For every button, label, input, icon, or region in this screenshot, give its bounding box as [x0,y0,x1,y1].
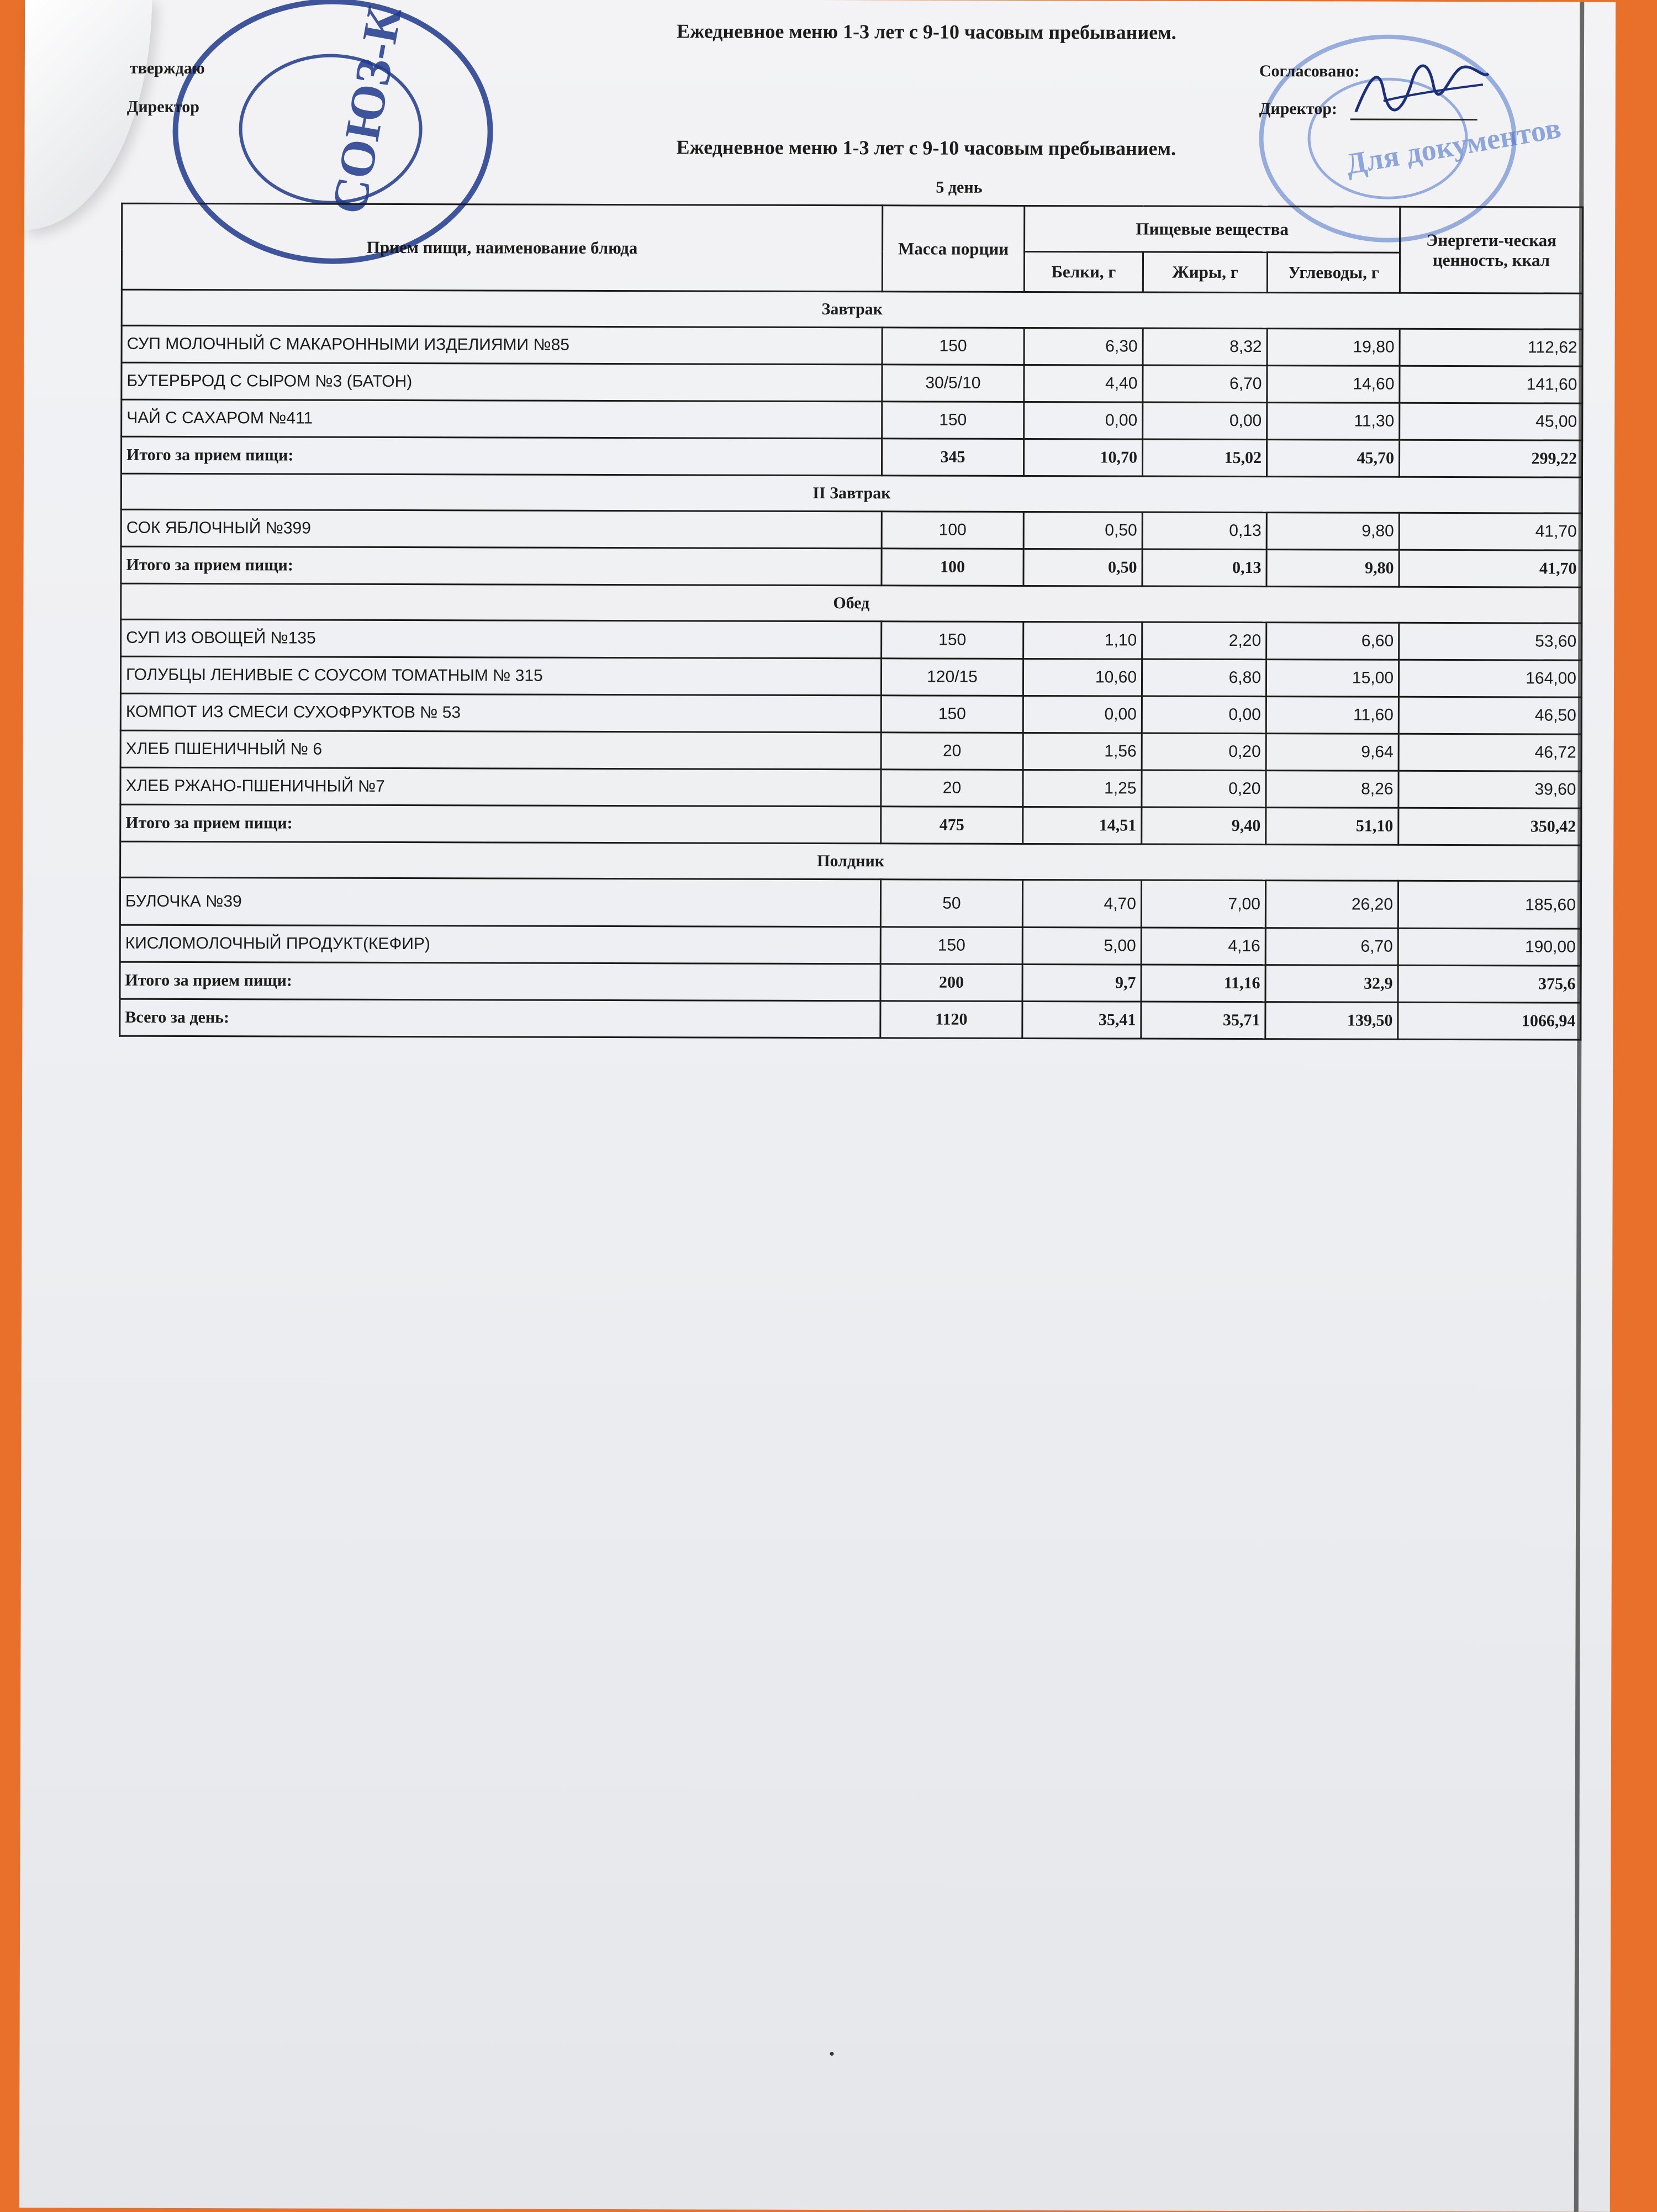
table-row: КИСЛОМОЛОЧНЫЙ ПРОДУКТ(КЕФИР) 150 5,00 4,16 6,70 190,00 [120,925,1581,966]
approve-label: тверждаю [129,59,205,78]
table-row: ХЛЕБ РЖАНО-ПШЕНИЧНЫЙ №7 20 1,25 0,20 8,26 39,60 [120,767,1581,808]
document-title-top: Ежедневное меню 1-3 лет с 9-10 часовым пребыванием. [677,20,1176,44]
header-dish: Прием пищи, наименование блюда [122,203,882,292]
menu-table [119,203,1584,1041]
table-row: СУП ИЗ ОВОЩЕЙ №135 150 1,10 2,20 6,60 53,60 [121,619,1582,660]
table-row: КОМПОТ ИЗ СМЕСИ СУХОФРУКТОВ № 53 150 0,00 0,00 11,60 46,50 [120,693,1581,734]
document-title-main: Ежедневное меню 1-3 лет с 9-10 часовым пребыванием. [676,136,1176,160]
agreed-label: Согласовано: [1259,62,1360,81]
header-mass: Масса порции [882,206,1024,292]
section-snack: Полдник [120,841,1581,881]
ink-dot [830,2052,833,2056]
lunch-total-row: Итого за прием пищи: 475 14,51 9,40 51,10 350,42 [120,804,1581,845]
table-row: ГОЛУБЦЫ ЛЕНИВЫЕ С СОУСОМ ТОМАТНЫМ № 315 120/15 10,60 6,80 15,00 164,00 [120,656,1581,697]
stamp-left-text: СОЮЗ-К [321,2,413,218]
section-breakfast: Завтрак [122,289,1582,329]
stamp-right-text: Для документов [1343,110,1564,181]
table-row: БУЛОЧКА №39 50 4,70 7,00 26,20 185,60 [120,877,1581,929]
breakfast-total-row: Итого за прием пищи: 345 10,70 15,02 45,70 299,22 [121,436,1582,477]
section-lunch: Обед [121,583,1582,623]
header-carbs: Углеводы, г [1267,252,1400,293]
table-row: СОК ЯБЛОЧНЫЙ №399 100 0,50 0,13 9,80 41,70 [121,509,1582,550]
header-energy: Энергети-ческая ценность, ккал [1400,207,1582,293]
header-protein: Белки, г [1024,251,1143,292]
snack-total-row: Итого за прием пищи: 200 9,7 11,16 32,9 375,6 [120,962,1581,1003]
second-breakfast-total-row: Итого за прием пищи: 100 0,50 0,13 9,80 41,70 [121,546,1582,587]
table-row: ХЛЕБ ПШЕНИЧНЫЙ № 6 20 1,56 0,20 9,64 46,72 [120,730,1581,771]
header-nutrients: Пищевые вещества [1025,206,1400,252]
day-label: 5 день [936,178,983,197]
table-row: ЧАЙ С САХАРОМ №411 150 0,00 0,00 11,30 45,00 [122,399,1582,440]
director-signature [1350,51,1494,129]
header-fat: Жиры, г [1143,252,1267,293]
director-left-label: Директор [126,97,200,117]
table-header-row [122,203,1583,253]
table-row: СУП МОЛОЧНЫЙ С МАКАРОННЫМИ ИЗДЕЛИЯМИ №85 150 6,30 8,32 19,80 112,62 [122,325,1582,366]
section-second-breakfast: II Завтрак [121,473,1582,513]
day-total-row: Всего за день: 1120 35,41 35,71 139,50 1066,94 [120,999,1581,1040]
director-right-label: Директор: [1259,99,1338,118]
paper-sheet [19,0,1616,2212]
table-row: БУТЕРБРОД С СЫРОМ №3 (БАТОН) 30/5/10 4,40 6,70 14,60 141,60 [122,362,1582,403]
